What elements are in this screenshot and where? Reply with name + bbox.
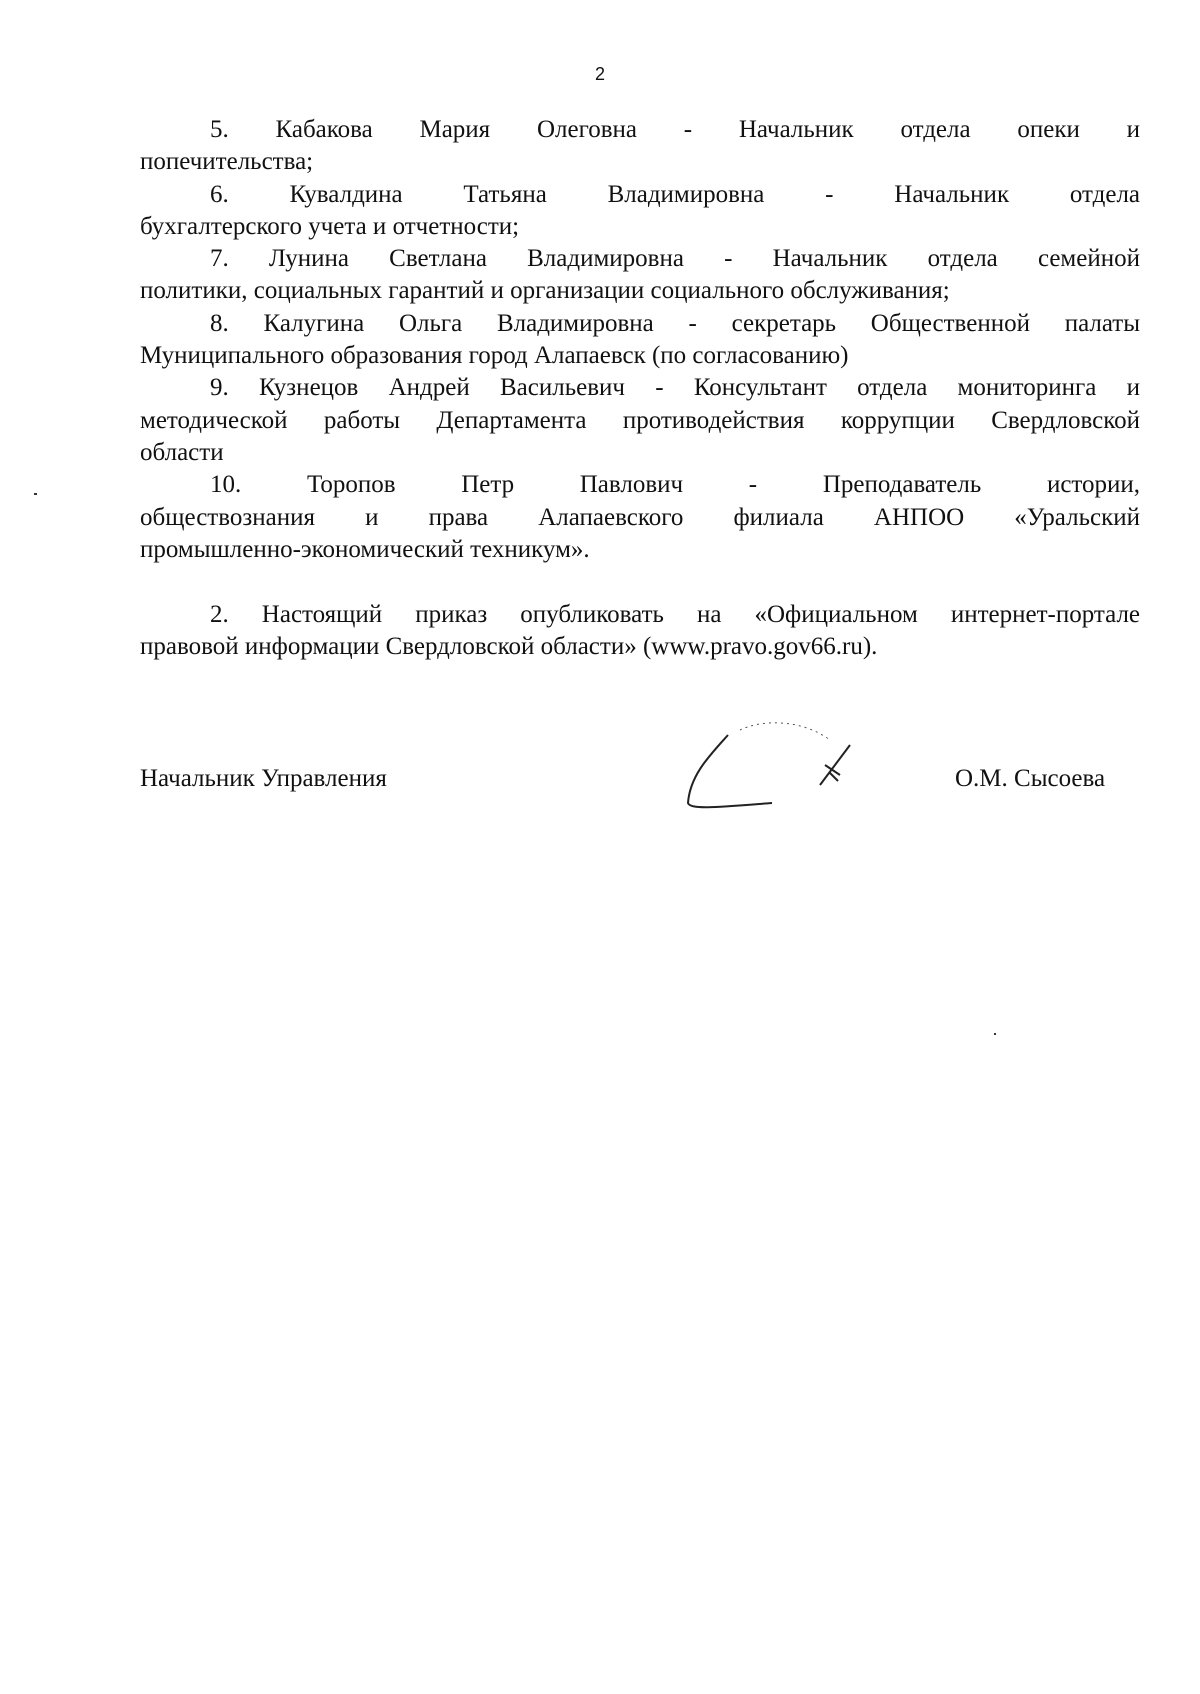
text-line <box>140 146 1140 178</box>
word: промышленно-экономический техникум». <box>140 535 590 563</box>
word: Департамента <box>436 406 587 434</box>
text-line <box>140 211 1140 243</box>
word: филиала <box>733 503 824 531</box>
text-line <box>140 502 1140 534</box>
member-entry <box>140 114 1140 179</box>
word: Алапаевского <box>538 503 684 531</box>
word: АНПОО <box>873 503 965 531</box>
word: интернет-портале <box>950 601 1141 629</box>
word: - <box>688 309 697 337</box>
word: палаты <box>1064 309 1141 337</box>
word: Начальник <box>772 245 888 273</box>
word: и <box>365 503 379 531</box>
member-entry <box>140 469 1140 566</box>
text-line <box>140 372 1140 404</box>
word: 7. Лунина Светлана Владимировна - <box>210 245 733 273</box>
text-line <box>140 469 1140 501</box>
member-entry <box>140 308 1140 373</box>
word: на <box>696 601 722 629</box>
word: Свердловской <box>991 406 1141 434</box>
word: истории, <box>1046 471 1141 499</box>
page-number: 2 <box>594 64 605 84</box>
member-entry <box>140 372 1140 469</box>
text-line <box>140 405 1140 437</box>
word: отдела <box>927 245 998 273</box>
member-entry <box>140 243 1140 308</box>
text-line <box>140 308 1140 340</box>
word: бухгалтерского учета и отчетности; <box>140 212 520 240</box>
word: Начальник <box>738 116 854 143</box>
word: методической <box>140 406 288 434</box>
word: права <box>428 503 489 531</box>
text-line <box>140 179 1140 211</box>
word: Начальник <box>894 180 1010 208</box>
word: противодействия <box>622 406 805 434</box>
text-line <box>140 243 1140 275</box>
word: отдела <box>900 116 971 143</box>
signatory-title: Начальник Управления <box>140 765 387 792</box>
word: области <box>140 438 224 466</box>
word: 8. Калугина Ольга Владимировна <box>210 309 654 337</box>
word: 10. <box>210 471 242 499</box>
word: опеки <box>1017 116 1080 143</box>
word: «Официальном <box>754 601 918 629</box>
word: - <box>748 471 758 499</box>
word: Преподаватель <box>822 471 982 499</box>
text-line <box>140 340 1140 372</box>
members-list <box>140 114 1140 566</box>
word: семейной <box>1037 245 1140 273</box>
word: и <box>1126 116 1141 143</box>
word: 6. Кувалдина Татьяна Владимировна <box>210 180 765 208</box>
word: «Уральский <box>1014 503 1140 531</box>
text-line <box>140 437 1140 469</box>
text-line <box>140 631 1140 663</box>
word: коррупции <box>840 406 955 434</box>
word: 5. Кабакова Мария Олеговна - <box>210 116 693 143</box>
word: 9. Кузнецов Андрей Васильевич <box>210 374 625 402</box>
text-line <box>140 534 1140 566</box>
word: секретарь <box>731 309 837 337</box>
member-entry <box>140 179 1140 244</box>
scan-speck <box>994 1033 996 1035</box>
text-line <box>140 114 1140 146</box>
word: Муниципального образования город Алапаевск (по согласованию) <box>140 342 849 370</box>
text-line <box>140 275 1140 307</box>
word: Общественной <box>870 309 1030 337</box>
word: Торопов Петр Павлович <box>306 471 684 499</box>
word: 2. Настоящий <box>210 601 383 629</box>
word: Консультант отдела мониторинга и <box>693 374 1140 402</box>
handwritten-signature <box>680 715 890 815</box>
word: приказ <box>415 601 488 629</box>
word: обществознания <box>140 503 315 531</box>
word: - <box>655 374 664 402</box>
word: отдела <box>1069 180 1141 208</box>
text-line <box>140 599 1140 631</box>
word: политики, социальных гарантий и организации социального обслуживания; <box>140 277 950 305</box>
word: работы <box>323 406 401 434</box>
word: - <box>825 180 834 208</box>
word: правовой информации Свердловской области» (www.pravo.gov66.ru). <box>140 633 878 661</box>
word: опубликовать <box>520 601 664 629</box>
scan-speck <box>34 493 37 495</box>
word: попечительства; <box>140 148 314 176</box>
signatory-name: О.М. Сысоева <box>955 765 1106 792</box>
document-body <box>140 114 1140 664</box>
order-paragraph <box>140 599 1140 664</box>
